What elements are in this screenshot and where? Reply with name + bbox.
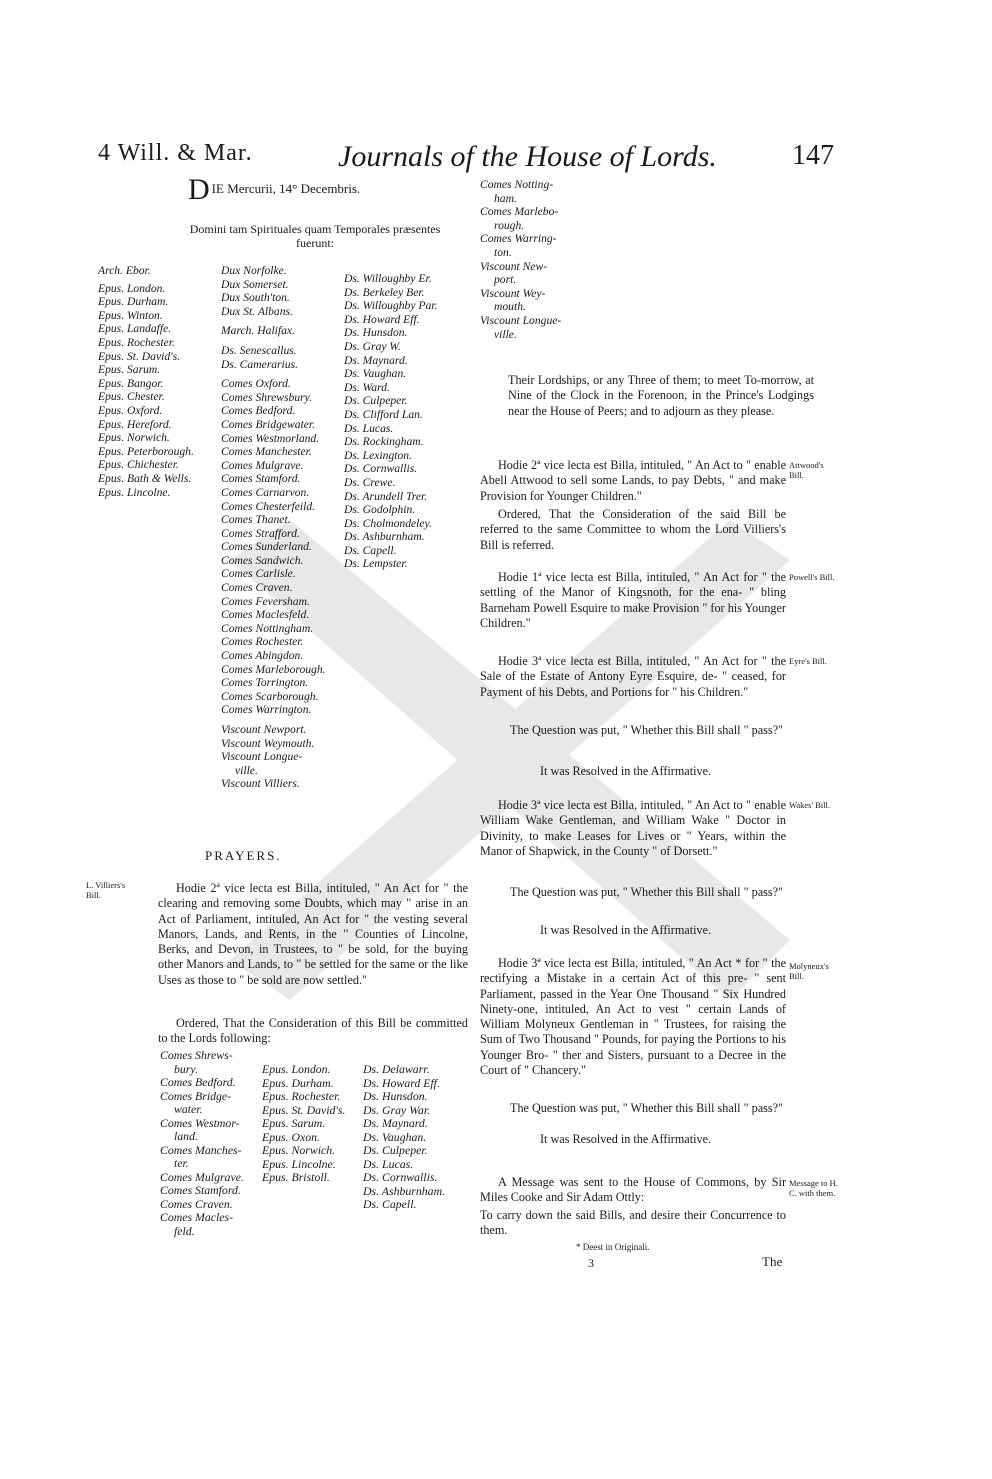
list-entry: Ds. Capell. xyxy=(363,1197,417,1211)
list-entry: Epus. Rochester. xyxy=(98,335,175,349)
list-entry: Ds. Cornwallis. xyxy=(363,1170,438,1184)
list-entry: Ds. Senescallus. xyxy=(221,343,297,357)
list-entry: Ds. Rockingham. xyxy=(344,435,424,449)
powell-bill-reading: Hodie 1ª vice lecta est Billa, intituled, " An Act for " the settling of the Manor of Kingsnoth, for the ena- " bling Barneham Powell Esquire to make Provision " for his Younger Children." xyxy=(480,570,786,630)
list-entry: ton. xyxy=(494,245,512,259)
list-entry: Ds. Crewe. xyxy=(344,475,396,489)
list-entry: Comes Sunderland. xyxy=(221,540,312,554)
list-entry: Comes Manchester. xyxy=(221,445,312,459)
list-entry: Comes Strafford. xyxy=(221,526,300,540)
list-entry: ham. xyxy=(494,191,517,205)
list-entry: Viscount Wey- xyxy=(480,286,546,300)
molyneux-resolved: It was Resolved in the Affirmative. xyxy=(540,1132,712,1146)
attwood-ordered: Ordered, That the Consideration of the said Bill be referred to the same Committee to whom the Lord Villiers's Bill is referred. xyxy=(480,507,786,552)
list-entry: Comes Bridgewater. xyxy=(221,417,316,431)
list-entry: Comes Feversham. xyxy=(221,594,310,608)
lords-present-bishops xyxy=(98,264,194,499)
list-entry: Ds. Camerarius. xyxy=(221,357,298,371)
list-entry: Ds. Lempster. xyxy=(344,557,408,571)
list-entry: Comes Stamford. xyxy=(221,472,301,486)
list-entry: Comes Thanet. xyxy=(221,513,291,527)
list-entry: land. xyxy=(174,1129,198,1143)
committee-earls xyxy=(160,1049,244,1238)
list-entry: Epus. Oxon. xyxy=(262,1129,320,1144)
list-entry: bury. xyxy=(174,1061,198,1076)
list-entry: Comes Shrews- xyxy=(160,1048,233,1062)
list-entry: Comes Macles- xyxy=(160,1210,234,1224)
list-entry: Comes Bridge- xyxy=(160,1088,232,1103)
list-entry: Epus. Chester. xyxy=(98,390,165,404)
list-entry: Comes Marlebo- xyxy=(480,205,559,219)
list-entry: Comes Carnarvon. xyxy=(221,485,310,499)
list-entry: mouth. xyxy=(494,300,526,314)
villiers-ordered: Ordered, That the Consideration of this Bill be committed to the Lords following: xyxy=(158,1016,468,1046)
margin-note-message: Message to H. C. with them. xyxy=(789,1178,838,1198)
list-entry: Comes Westmorland. xyxy=(221,431,320,445)
list-entry: Ds. Delawarr. xyxy=(363,1062,430,1076)
list-entry: Ds. Cornwallis. xyxy=(344,462,418,476)
list-entry: Viscount Longue- xyxy=(480,313,562,327)
list-entry: Epus. Lincolne. xyxy=(98,485,171,499)
list-entry: Epus. Bath & Wells. xyxy=(98,471,192,485)
list-entry: Epus. Bristoll. xyxy=(262,1170,330,1184)
list-entry: Epus. Winton. xyxy=(98,308,163,322)
list-entry: Epus. Norwich. xyxy=(98,431,170,445)
list-entry: Comes Shrewsbury. xyxy=(221,390,313,404)
list-entry: Epus. St. David's. xyxy=(262,1102,346,1117)
list-entry: Epus. Bangor. xyxy=(98,376,164,390)
lords-present-temporal xyxy=(221,264,326,791)
list-entry: Arch. Ebor. xyxy=(98,264,151,277)
lords-present-barons xyxy=(344,272,437,571)
list-entry: Epus. Oxford. xyxy=(98,403,163,417)
list-entry: port. xyxy=(494,273,517,287)
meeting-instructions: Their Lordships, or any Three of them; to meet To-morrow, at Nine of the Clock in the Forenoon, in the Prince's Lodgings near the House of Peers; and to adjourn as they please. xyxy=(508,373,814,418)
list-entry: Epus. Durham. xyxy=(262,1075,334,1090)
list-entry: Ds. Godolphin. xyxy=(344,503,416,517)
list-entry: Epus. London. xyxy=(262,1062,331,1076)
list-entry: Ds. Berkeley Ber. xyxy=(344,285,425,299)
list-entry: Epus. Lincolne. xyxy=(262,1156,336,1171)
list-entry: Dux St. Albans. xyxy=(221,304,293,318)
list-entry: Dux South'ton. xyxy=(221,291,290,305)
list-entry: Epus. Peterborough. xyxy=(98,444,194,458)
list-entry: Comes Nottingham. xyxy=(221,621,314,635)
list-entry: ville. xyxy=(494,327,517,341)
list-entry: Comes Craven. xyxy=(221,581,293,595)
list-entry: Epus. Sarum. xyxy=(262,1116,326,1130)
molyneux-question: The Question was put, " Whether this Bill shall " pass?" xyxy=(510,1101,783,1115)
list-entry: Epus. Chichester. xyxy=(98,458,179,472)
list-entry: Ds. Gray War. xyxy=(363,1102,431,1117)
villiers-bill-reading: Hodie 2ª vice lecta est Billa, intituled, " An Act for " the clearing and removing some Doubts, which may " arise in an Act of Parliament, intituled, An Act for " the vesting several Manors, Lands, and Rents, in the " Counties of Lincolne, Berks, and Devon, in Trustees, to " be sold, for the buying other Manors and Lands, to " be settled for the same or the like Uses as those to " be sold are now settled." xyxy=(158,881,468,987)
molyneux-bill-reading: Hodie 3ª vice lecta est Billa, intituled, " An Act * for " the rectifying a Mistake in a certain Act of this pre- " sent Parliament, passed in the Year One Thousand " Six Hundred Ninety-one, intituled, An Act to vest " certain Lands of William Molyneux Gentleman in " Trustees, for raising the Sum of Two Thousand " Pounds, for paying the Portions to his Younger Bro- " ther and Sisters, pursuant to a Decree in the Court of " Chancery." xyxy=(480,956,786,1078)
list-entry: Comes Warrington. xyxy=(221,703,312,717)
list-entry: Viscount Villiers. xyxy=(221,777,300,791)
list-entry: Ds. Lexington. xyxy=(344,448,412,462)
wake-question: The Question was put, " Whether this Bill shall " pass?" xyxy=(510,885,783,899)
message-to-commons: A Message was sent to the House of Commons, by Sir Miles Cooke and Sir Adam Ottly: xyxy=(480,1175,786,1205)
wake-resolved: It was Resolved in the Affirmative. xyxy=(540,923,712,937)
committee-continued xyxy=(480,178,561,341)
list-entry: Ds. Willoughby Er. xyxy=(344,272,432,285)
list-entry: Ds. Lucas. xyxy=(344,421,394,435)
list-entry: Comes Carlisle. xyxy=(221,567,296,581)
list-entry: Comes Notting- xyxy=(480,178,554,191)
list-entry: Ds. Hunsdon. xyxy=(363,1089,428,1103)
page-number: 147 xyxy=(792,140,834,171)
list-entry: Ds. Arundell Trer. xyxy=(344,489,428,503)
list-entry: Ds. Ashburnham. xyxy=(363,1183,446,1198)
wake-bill-reading: Hodie 3ª vice lecta est Billa, intituled, " An Act to " enable William Wake Gentleman, and William Wake " Doctor in Divinity, to make Leases for Lives or " Years, within the Manor of Shapwick, in the County " of Dorsett." xyxy=(480,798,786,858)
list-entry: Ds. Howard Eff. xyxy=(344,312,420,326)
list-entry: Comes Oxford. xyxy=(221,377,291,391)
list-entry: Viscount Weymouth. xyxy=(221,736,315,750)
eyre-resolved: It was Resolved in the Affirmative. xyxy=(540,764,712,778)
list-entry: Ds. Vaughan. xyxy=(363,1129,427,1144)
list-entry: Comes Mulgrave. xyxy=(221,458,304,472)
footnote: * Deest in Originali. xyxy=(576,1242,650,1252)
list-entry: Ds. Maynard. xyxy=(344,353,408,367)
list-entry: Ds. Vaughan. xyxy=(344,367,407,381)
list-entry: Viscount New- xyxy=(480,259,548,273)
list-entry: Epus. St. David's. xyxy=(98,349,181,363)
list-entry: Comes Scarborough. xyxy=(221,689,319,703)
margin-note-villiers: L. Villiers's Bill. xyxy=(86,880,126,900)
committee-barons xyxy=(363,1063,445,1212)
list-entry: Comes Chesterfeild. xyxy=(221,499,316,513)
list-entry: Epus. Rochester. xyxy=(262,1089,341,1103)
catchword: The xyxy=(762,1254,783,1269)
list-entry: Comes Stamford. xyxy=(160,1183,241,1197)
eyre-question: The Question was put, " Whether this Bill shall " pass?" xyxy=(510,723,783,737)
list-entry: Ds. Hunsdon. xyxy=(344,326,408,340)
eyre-bill-reading: Hodie 3ª vice lecta est Billa, intituled, " An Act for " the Sale of the Estate of Antony Eyre Esquire, de- " ceased, for Payment of his Debts, and Portions for " his Children." xyxy=(480,654,786,699)
margin-note-powell: Powell's Bill. xyxy=(789,572,835,582)
attwood-bill-reading: Hodie 2ª vice lecta est Billa, intituled, " An Act to " enable Abell Attwood to sell some Lands, to pay Debts, " and make Provision for Younger Children." xyxy=(480,458,786,503)
list-entry: Comes Rochester. xyxy=(221,635,304,649)
list-entry: Comes Marleborough. xyxy=(221,662,326,676)
list-entry: rough. xyxy=(494,218,525,232)
list-entry: Ds. Howard Eff. xyxy=(363,1075,440,1090)
margin-note-attwood: Attwood's Bill. xyxy=(789,460,824,480)
attendance-heading: Domini tam Spirituales quam Temporales præsentes fuerunt: xyxy=(189,222,441,250)
list-entry: Dux Norfolke. xyxy=(221,264,287,277)
list-entry: ter. xyxy=(174,1156,189,1170)
running-head-title: Journals of the House of Lords. xyxy=(338,140,717,173)
list-entry: Epus. Hereford. xyxy=(98,417,172,431)
list-entry: Epus. Durham. xyxy=(98,295,169,309)
list-entry: Comes Torrington. xyxy=(221,676,309,690)
margin-note-wake: Wakes' Bill. xyxy=(789,800,830,810)
list-entry: Ds. Culpeper. xyxy=(363,1143,428,1157)
list-entry: Ds. Ward. xyxy=(344,380,390,394)
list-entry: Ds. Gray W. xyxy=(344,339,401,353)
list-entry: Epus. Landaffe. xyxy=(98,322,172,336)
margin-note-eyre: Eyre's Bill. xyxy=(789,656,827,666)
list-entry: Comes Abingdon. xyxy=(221,649,304,663)
list-entry: water. xyxy=(174,1102,203,1116)
list-entry: Comes Manches- xyxy=(160,1142,242,1157)
list-entry: Comes Mulgrave. xyxy=(160,1169,244,1184)
prayers-heading: PRAYERS. xyxy=(205,848,282,863)
list-entry: March. Halifax. xyxy=(221,324,295,338)
signature-mark: 3 xyxy=(588,1256,594,1270)
list-entry: Epus. London. xyxy=(98,281,166,295)
list-entry: Ds. Ashburnham. xyxy=(344,530,425,544)
list-entry: Ds. Capell. xyxy=(344,543,397,557)
list-entry: Epus. Sarum. xyxy=(98,363,161,377)
list-entry: Comes Craven. xyxy=(160,1196,233,1211)
list-entry: Comes Westmor- xyxy=(160,1115,240,1130)
list-entry: Dux Somerset. xyxy=(221,277,289,291)
message-purpose: To carry down the said Bills, and desire their Concurrence to them. xyxy=(480,1208,786,1238)
list-entry: Viscount Newport. xyxy=(221,723,307,736)
list-entry: Ds. Cholmondeley. xyxy=(344,516,432,530)
list-entry: ville. xyxy=(235,763,258,777)
list-entry: Ds. Willoughby Par. xyxy=(344,299,438,313)
running-head-regnal-year: 4 Will. & Mar. xyxy=(98,140,253,166)
list-entry: Ds. Clifford Lan. xyxy=(344,407,423,421)
list-entry: Ds. Lucas. xyxy=(363,1156,414,1171)
list-entry: feld. xyxy=(174,1223,195,1238)
drop-cap: D xyxy=(188,173,210,206)
list-entry: Comes Bedford. xyxy=(221,404,296,418)
list-entry: Comes Bedford. xyxy=(160,1075,236,1089)
list-entry: Comes Maclesfeld. xyxy=(221,608,310,622)
list-entry: Comes Sandwich. xyxy=(221,553,304,567)
committee-bishops xyxy=(262,1063,345,1185)
list-entry: Viscount Longue- xyxy=(221,750,303,764)
sitting-date: D $_{IE Mercurii, 14^\circ Decembris.}$ xyxy=(188,173,361,206)
list-entry: Ds. Culpeper. xyxy=(344,394,408,408)
margin-note-molyneux: Molyneux's Bill. xyxy=(789,961,829,981)
list-entry: Epus. Norwich. xyxy=(262,1143,336,1157)
list-entry: Comes Warring- xyxy=(480,232,557,246)
list-entry: Ds. Maynard. xyxy=(363,1116,428,1130)
